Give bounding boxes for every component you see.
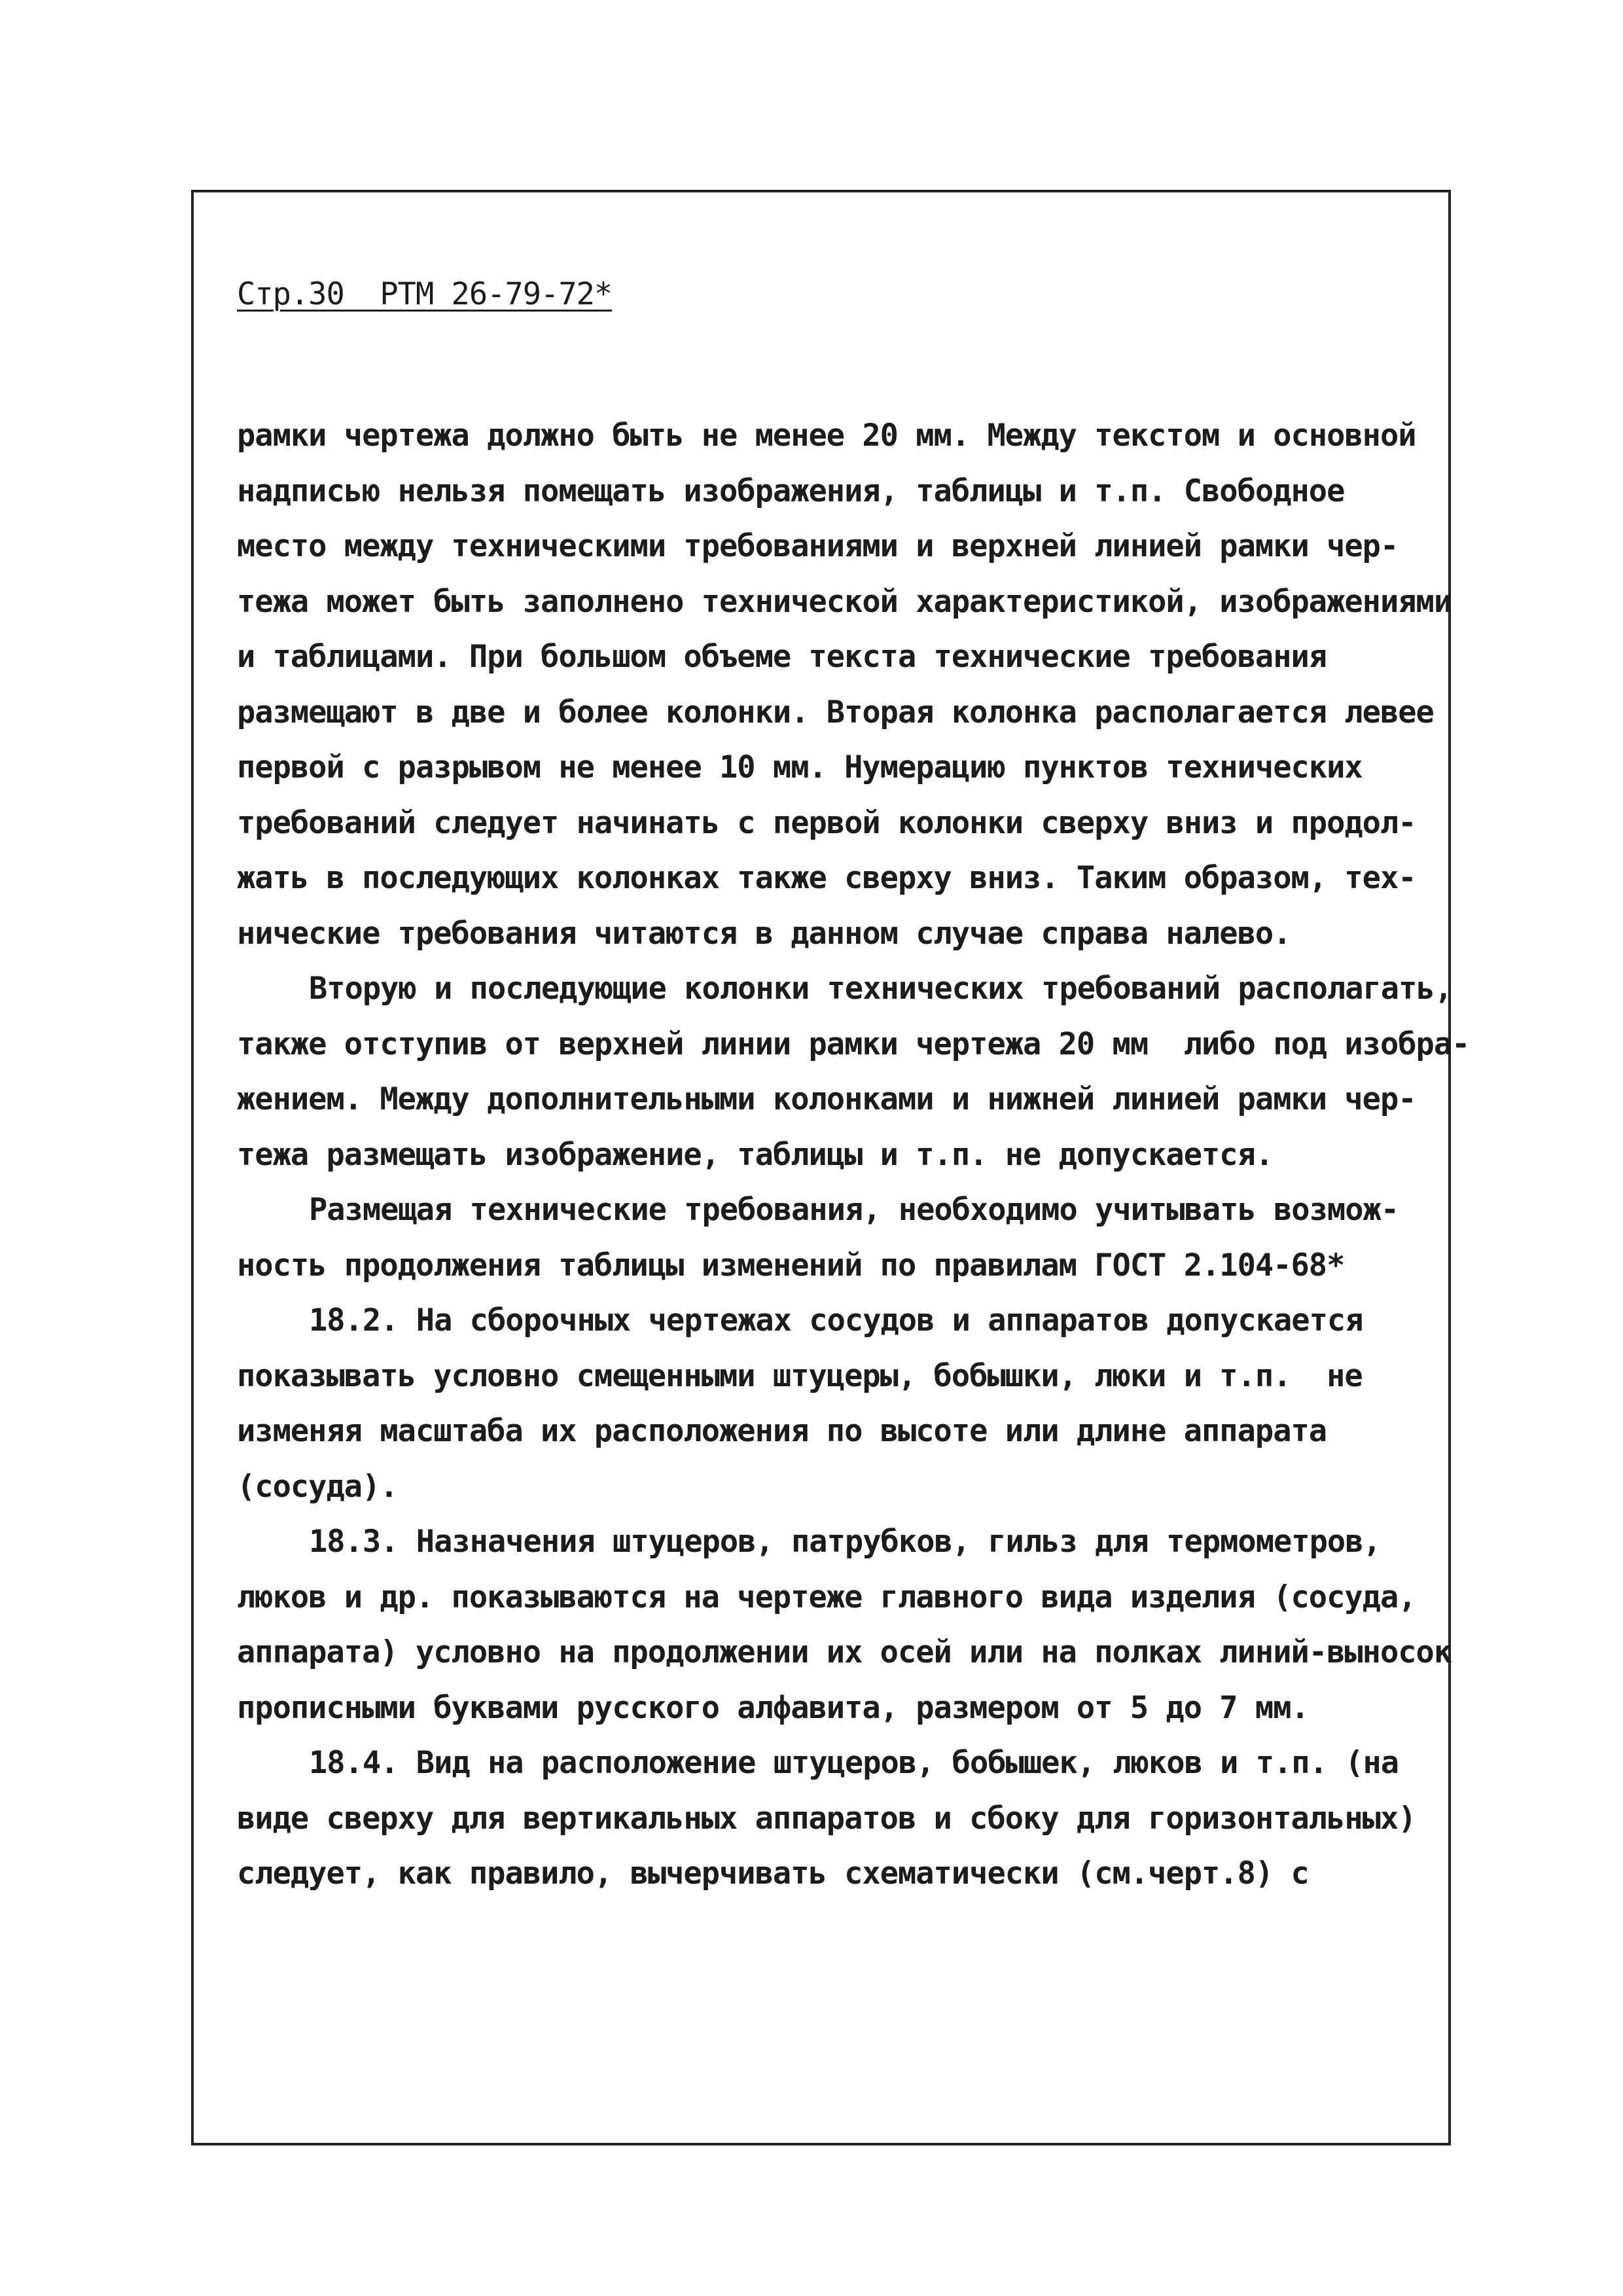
text-line: тежа может быть заполнено технической характеристикой, изображениями bbox=[237, 583, 1452, 620]
text-line: изменяя масштаба их расположения по высоте или длине аппарата bbox=[237, 1413, 1327, 1449]
text-line: виде сверху для вертикальных аппаратов и сбоку для горизонтальных) bbox=[237, 1800, 1416, 1837]
text-line: жением. Между дополнительными колонками и нижней линией рамки чер- bbox=[237, 1081, 1416, 1117]
body-text bbox=[237, 408, 1470, 1902]
text-line: место между техническими требованиями и верхней линией рамки чер- bbox=[237, 528, 1399, 564]
text-line: размещают в две и более колонки. Вторая колонка располагается левее bbox=[237, 694, 1434, 730]
text-line: люков и др. показываются на чертеже главного вида изделия (сосуда, bbox=[237, 1579, 1416, 1615]
text-line: ность продолжения таблицы изменений по правилам ГОСТ 2.104-68* bbox=[237, 1247, 1345, 1283]
text-line: также отступив от верхней линии рамки чертежа 20 мм либо под изобра- bbox=[237, 1026, 1470, 1062]
text-line: жать в последующих колонках также сверху вниз. Таким образом, тех- bbox=[237, 860, 1416, 896]
text-line: требований следует начинать с первой колонки сверху вниз и продол- bbox=[237, 804, 1416, 841]
text-line: показывать условно смещенными штуцеры, бобышки, люки и т.п. не bbox=[237, 1357, 1363, 1394]
text-line: прописными буквами русского алфавита, размером от 5 до 7 мм. bbox=[237, 1689, 1309, 1726]
paragraph-start-line: 18.4. Вид на расположение штуцеров, бобышек, люков и т.п. (на bbox=[309, 1745, 1399, 1781]
text-line: следует, как правило, вычерчивать схематически (см.черт.8) с bbox=[237, 1856, 1309, 1892]
text-line: аппарата) условно на продолжении их осей или на полках линий-выносок bbox=[237, 1634, 1452, 1670]
paragraph-start-line: 18.3. Назначения штуцеров, патрубков, гильз для термометров, bbox=[309, 1524, 1381, 1560]
text-line: и таблицами. При большом объеме текста технические требования bbox=[237, 639, 1327, 675]
text-line: (сосуда). bbox=[237, 1468, 398, 1505]
text-line: первой с разрывом не менее 10 мм. Нумерацию пунктов технических bbox=[237, 749, 1363, 785]
paragraph-start-line: 18.2. На сборочных чертежах сосудов и аппаратов допускается bbox=[309, 1302, 1363, 1338]
paragraph-start-line: Размещая технические требования, необходимо учитывать возмож- bbox=[309, 1192, 1399, 1228]
page-header: Стр.30 РТМ 26-79-72* bbox=[237, 276, 613, 312]
paragraph-start-line: Вторую и последующие колонки технических требований располагать, bbox=[309, 971, 1452, 1007]
text-line: нические требования читаются в данном случае справа налево. bbox=[237, 915, 1291, 952]
text-line: тежа размещать изображение, таблицы и т.п. не допускается. bbox=[237, 1136, 1274, 1173]
text-line: рамки чертежа должно быть не менее 20 мм. Между текстом и основной bbox=[237, 418, 1416, 454]
text-line: надписью нельзя помещать изображения, таблицы и т.п. Свободное bbox=[237, 473, 1345, 509]
